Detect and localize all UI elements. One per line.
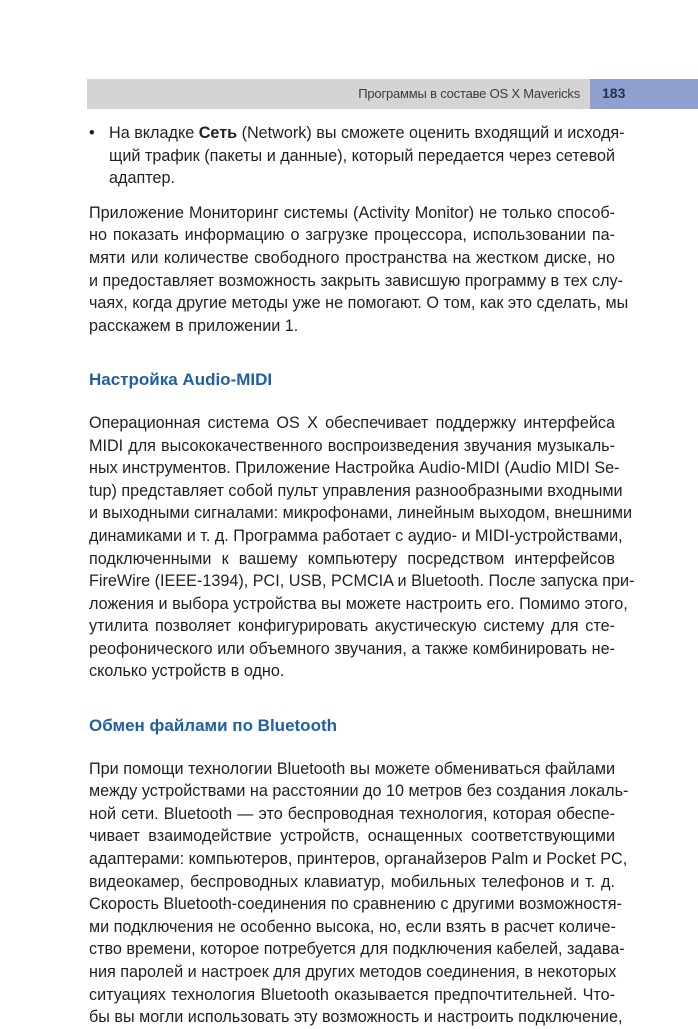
text-line: чаях, когда другие методы уже не помогают. О том, как это сделать, мы bbox=[89, 294, 629, 313]
text-line: между устройствами на расстоянии до 10 метров без создания локаль- bbox=[89, 782, 629, 801]
paragraph-activity-monitor bbox=[89, 202, 629, 338]
text-line: ния паролей и настроек для других методов соединения, в некоторых bbox=[89, 963, 617, 981]
text-line: реофонического или объемного звучания, а также комбинировать не- bbox=[89, 639, 615, 658]
text-span: (Network) вы сможете оценить входящий и исходя- bbox=[237, 124, 625, 142]
text-line: бы вы могли использовать эту возможность и настроить подключение, bbox=[89, 1008, 623, 1027]
running-header-bar bbox=[87, 79, 590, 109]
text-line: чивает взаимодействие устройств, оснащенных соответствующими bbox=[89, 827, 615, 846]
text-line: подключенными к вашему компьютеру посредством интерфейсов bbox=[89, 549, 615, 568]
text-line: мяти или количестве свободного пространства на жестком диске, но bbox=[89, 248, 615, 267]
paragraph-audio-midi bbox=[89, 412, 635, 683]
text-line: и предоставляет возможность закрыть зависшую программу в тех слу- bbox=[89, 271, 624, 290]
text-line: щий трафик (пакеты и данные), который передается через сетевой bbox=[109, 146, 616, 165]
text-line: MIDI для высококачественного воспроизведения звучания музыкаль- bbox=[89, 436, 615, 455]
text-line bbox=[109, 122, 625, 145]
text-line: расскажем в приложении 1. bbox=[89, 316, 299, 335]
page-number-box bbox=[590, 79, 698, 109]
text-line: ситуациях технология Bluetooth оказывается предпочтительней. Что- bbox=[89, 985, 615, 1004]
text-line: При помощи технологии Bluetooth вы можете обмениваться файлами bbox=[89, 759, 615, 778]
text-line: tup) представляет собой пульт управления разнообразными входными bbox=[89, 481, 623, 500]
text-line: видеокамер, беспроводных клавиатур, мобильных телефонов и т. д. bbox=[89, 872, 615, 891]
section-heading-audio-midi: Настройка Audio-MIDI bbox=[89, 370, 273, 390]
text-span: На вкладке bbox=[109, 124, 199, 142]
text-line: FireWire (IEEE-1394), PCI, USB, PCMCIA и Bluetooth. После запуска при- bbox=[89, 572, 635, 591]
page-number: 183 bbox=[602, 85, 626, 101]
text-line: но показать информацию о загрузке процессора, использовании па- bbox=[89, 226, 615, 245]
text-line: адаптер. bbox=[109, 169, 175, 188]
text-line: и выходными сигналами: микрофонами, линейным выходом, внешними bbox=[89, 504, 633, 523]
page-body bbox=[89, 122, 635, 1029]
text-line: ложения и выбора устройства вы можете настроить его. Помимо этого, bbox=[89, 594, 628, 613]
text-line: ми подключения не особенно высока, но, если взять в расчет количе- bbox=[89, 917, 616, 936]
bullet-network-tab bbox=[89, 122, 625, 190]
text-line: ных инструментов. Приложение Настройка Audio-MIDI (Audio MIDI Se- bbox=[89, 459, 620, 478]
text-line: Операционная система OS X обеспечивает поддержку интерфейса bbox=[89, 413, 615, 432]
running-title: Программы в составе OS X Mavericks bbox=[358, 86, 580, 101]
text-line: динамиками и т. д. Программа работает с аудио- и MIDI-устройствами, bbox=[89, 526, 623, 545]
section-heading-bluetooth: Обмен файлами по Bluetooth bbox=[89, 716, 337, 736]
bold-term: Сеть bbox=[198, 124, 238, 142]
text-line: ной сети. Bluetooth — это беспроводная технология, которая обеспе- bbox=[89, 804, 615, 823]
text-line: утилита позволяет конфигурировать акустическую систему для сте- bbox=[89, 617, 615, 636]
text-line: сколько устройств в одно. bbox=[89, 662, 285, 681]
text-line: ство времени, которое потребуется для подключения кабелей, задава- bbox=[89, 940, 625, 959]
text-line: Приложение Мониторинг системы (Activity Monitor) не только способ- bbox=[89, 203, 615, 222]
paragraph-bluetooth bbox=[89, 758, 629, 1029]
bullet-marker: • bbox=[89, 124, 95, 142]
text-line: адаптерами: компьютеров, принтеров, органайзеров Palm и Pocket PC, bbox=[89, 850, 628, 869]
text-line: Скорость Bluetooth-соединения по сравнению с другими возможностя- bbox=[89, 895, 622, 914]
